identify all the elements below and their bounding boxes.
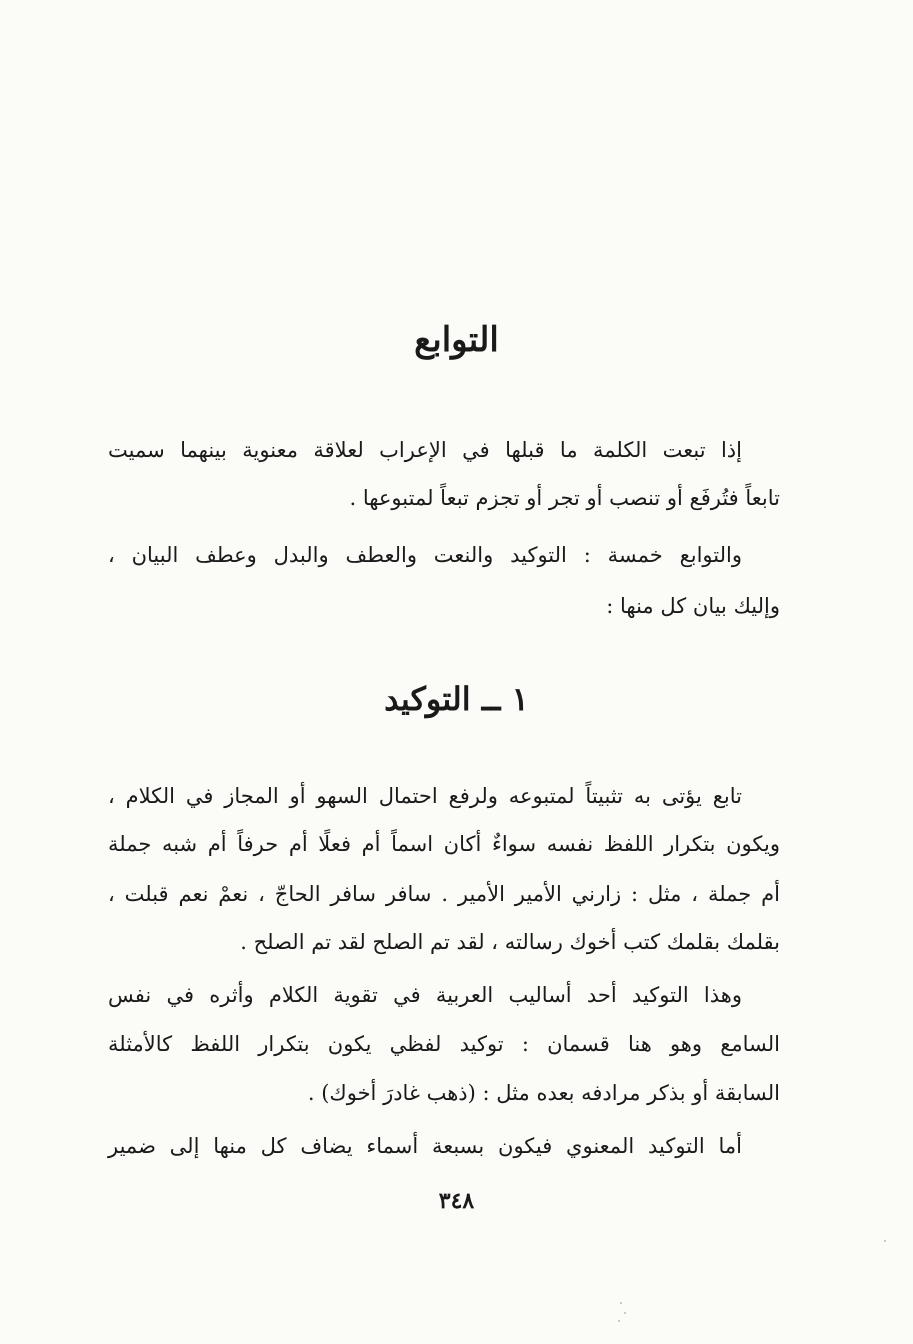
section-line-6: السامع وهو هنا قسمان : توكيد لفظي يكون بتكرار اللفظ كالأمثلة — [108, 1032, 780, 1056]
section-line-4: بقلمك بقلمك كتب أخوك رسالته ، لقد تم الصلح لقد تم الصلح . — [240, 930, 780, 954]
intro-line-2: تابعاً فتُرفَع أو تنصب أو تجر أو تجزم تبعاً لمتبوعها . — [349, 486, 780, 510]
section-line-8: أما التوكيد المعنوي فيكون بسبعة أسماء يضاف كل منها إلى ضمير — [108, 1134, 742, 1158]
section-line-5: وهذا التوكيد أحد أساليب العربية في تقوية الكلام وأثره في نفس — [108, 983, 742, 1007]
section-line-7: السابقة أو بذكر مرادفه بعده مثل : (ذهب غادرَ أخوك) . — [307, 1081, 780, 1105]
page-title: التوابع — [414, 320, 499, 360]
page-number: ٣٤٨ — [438, 1188, 475, 1214]
paper-speck — [884, 1240, 886, 1242]
paper-speck — [618, 1320, 620, 1322]
paper-speck — [620, 1302, 622, 1304]
section-line-2: ويكون بتكرار اللفظ نفسه سواءٌ أكان اسماً أم فعلًا أم حرفاً أم شبه جملة — [108, 832, 780, 856]
intro-line-4: وإليك بيان كل منها : — [606, 594, 780, 618]
section-line-1: تابع يؤتى به تثبيتاً لمتبوعه ولرفع احتمال السهو أو المجاز في الكلام ، — [108, 784, 742, 808]
section-line-3: أم جملة ، مثل : زارني الأمير الأمير . سافر سافر الحاجّ ، نعمْ نعم قبلت ، — [108, 882, 780, 906]
intro-line-3: والتوابع خمسة : التوكيد والنعت والعطف والبدل وعطف البيان ، — [108, 543, 742, 567]
intro-line-1: إذا تبعت الكلمة ما قبلها في الإعراب لعلاقة معنوية بينهما سميت — [108, 438, 742, 462]
paper-speck — [624, 1312, 626, 1314]
section-title: ١ ــ التوكيد — [384, 680, 529, 718]
